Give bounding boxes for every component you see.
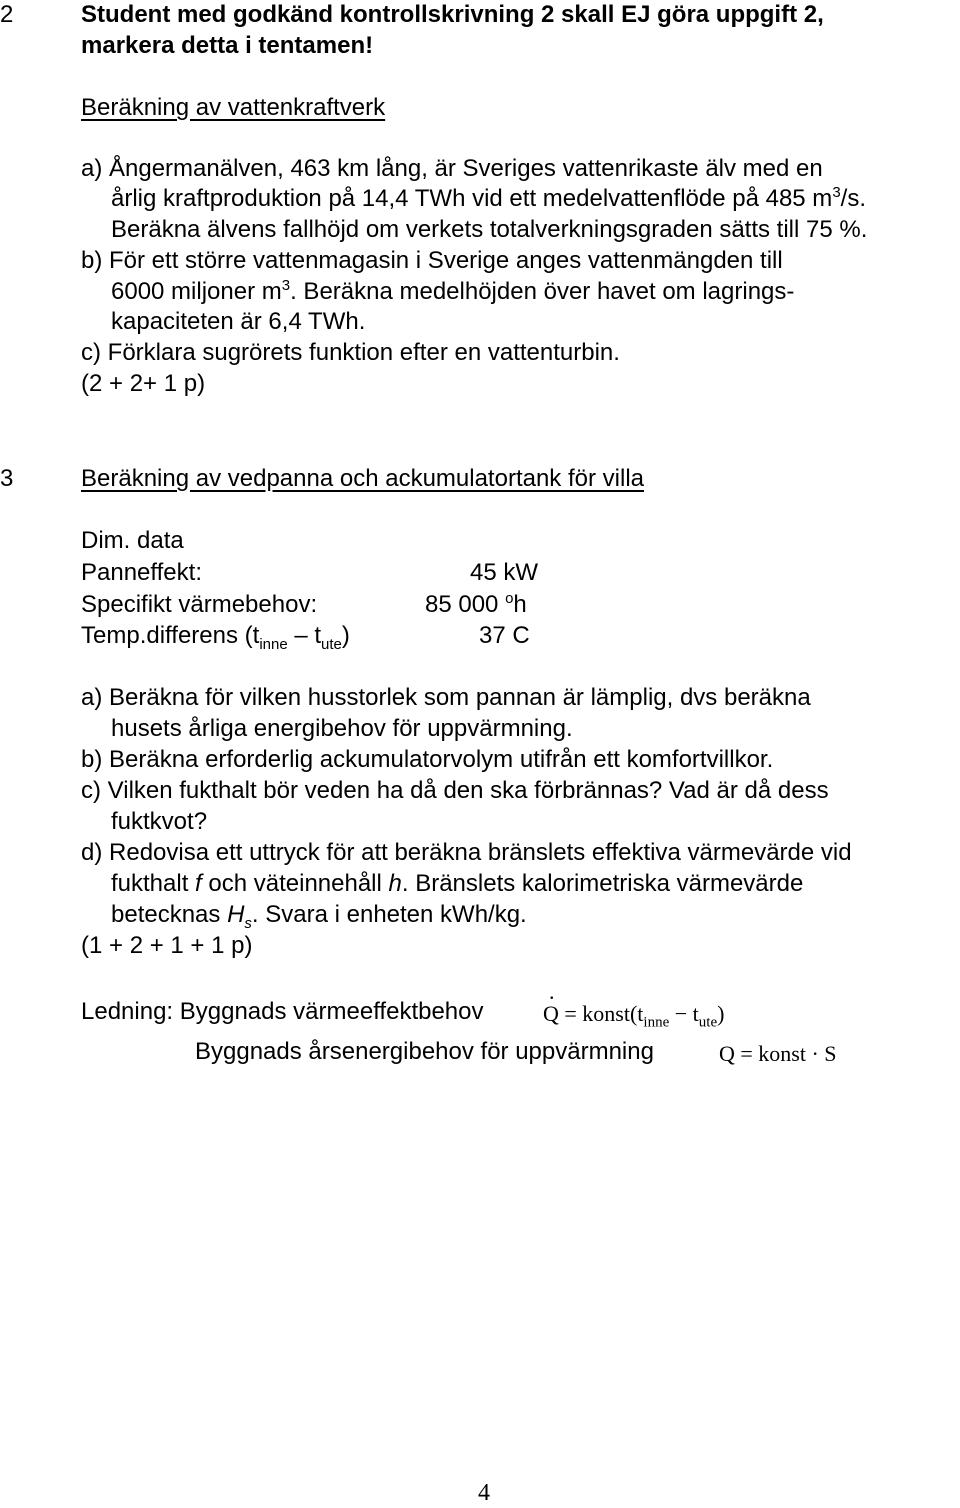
hint-label: Ledning: Byggnads värmeeffektbehov bbox=[81, 998, 484, 1025]
panneffekt-label: Panneffekt: bbox=[81, 559, 202, 586]
varmebehov-degree: o bbox=[505, 590, 514, 607]
formula-minus: − t bbox=[669, 1001, 699, 1026]
task-2-b-line2-rest: . Beräkna medelhöjden över havet om lagrings- bbox=[290, 278, 795, 305]
task-3-d-line2-rest: . Bränslets kalorimetriska värmevärde bbox=[401, 870, 804, 897]
temp-label-close: ) bbox=[341, 622, 350, 649]
task-2-points: (2 + 2+ 1 p) bbox=[81, 370, 206, 397]
task-2-b-line1: b) För ett större vattenmagasin i Sverige anges vattenmängden till bbox=[81, 247, 783, 274]
task-3-a-line1: a) Beräkna för vilken husstorlek som pannan är lämplig, dvs beräkna bbox=[81, 684, 811, 711]
task-2-title: Beräkning av vattenkraftverk bbox=[81, 94, 386, 121]
formula-annual-energy: Q = konst · S bbox=[719, 1041, 837, 1066]
varmebehov-value bbox=[425, 590, 527, 620]
task-2-a-line3: Beräkna älvens fallhöjd om verkets totalverkningsgraden sätts till 75 %. bbox=[111, 216, 868, 243]
task-3-d-line2-mid: och väteinnehåll bbox=[201, 870, 389, 897]
task-3-a-line2: husets årliga energibehov för uppvärmning. bbox=[111, 715, 573, 742]
task-2-b-line3: kapaciteten är 6,4 TWh. bbox=[111, 308, 366, 335]
task-2-number: 2 bbox=[0, 1, 14, 28]
task-3-d-line3-H: H bbox=[227, 901, 245, 928]
task-3-d-line2-h: h bbox=[388, 870, 402, 897]
task-2-b-line2-text: 6000 miljoner m bbox=[111, 278, 282, 305]
panneffekt-value: 45 kW bbox=[470, 559, 539, 586]
temp-label-mid: – t bbox=[287, 622, 322, 649]
temp-differens-label bbox=[81, 621, 350, 651]
formula-heat-demand-rest: = konst(t bbox=[558, 1001, 644, 1026]
page-number: 4 bbox=[478, 1480, 490, 1506]
task-3-c-line1: c) Vilken fukthalt bör veden ha då den ska förbrännas? Vad är då dess bbox=[81, 777, 829, 804]
formula-sub-ute: ute bbox=[698, 1014, 718, 1031]
temp-differens-value: 37 C bbox=[479, 622, 530, 649]
task-2-heading-line2: markera detta i tentamen! bbox=[81, 32, 374, 59]
hint-line2: Byggnads årsenergibehov för uppvärmning bbox=[195, 1038, 654, 1065]
task-2-a-line2-text: årlig kraftproduktion på 14,4 TWh vid ett medelvattenflöde på 485 m bbox=[111, 185, 833, 212]
formula-sub-inne: inne bbox=[643, 1014, 670, 1031]
task-3-points: (1 + 2 + 1 + 1 p) bbox=[81, 932, 253, 959]
task-3-d-line3 bbox=[111, 900, 527, 930]
formula-close: ) bbox=[717, 1001, 725, 1026]
task-3-d-line3-rest: . Svara i enheten kWh/kg. bbox=[251, 901, 527, 928]
task-3-b-line: b) Beräkna erforderlig ackumulatorvolym utifrån ett komfortvillkor. bbox=[81, 746, 774, 773]
varmebehov-number: 85 000 bbox=[425, 591, 499, 618]
task-2-a-line2-unit: /s. bbox=[840, 185, 866, 212]
temp-sub-inne: inne bbox=[259, 635, 288, 653]
task-3-number: 3 bbox=[0, 465, 14, 492]
task-2-a-line1: a) Ångermanälven, 463 km lång, är Sveriges vattenrikaste älv med en bbox=[81, 155, 823, 182]
task-2-a-line2-superscript: 3 bbox=[832, 184, 841, 201]
formula-q-dot: . Q bbox=[543, 999, 559, 1029]
task-3-d-line3-text: betecknas bbox=[111, 901, 228, 928]
task-3-title: Beräkning av vedpanna och ackumulatortank för villa bbox=[81, 465, 644, 492]
task-2-b-line2-superscript: 3 bbox=[281, 277, 291, 294]
task-2-heading-line1: Student med godkänd kontrollskrivning 2 skall EJ göra uppgift 2, bbox=[81, 1, 824, 28]
temp-label-text: Temp.differens (t bbox=[81, 622, 260, 649]
varmebehov-label: Specifikt värmebehov: bbox=[81, 591, 318, 618]
task-3-d-line3-sub: s bbox=[244, 914, 252, 932]
temp-sub-ute: ute bbox=[321, 635, 342, 653]
task-2-b-line2 bbox=[111, 277, 794, 307]
task-3-d-line1: d) Redovisa ett uttryck för att beräkna bränslets effektiva värmevärde vid bbox=[81, 839, 852, 866]
task-3-c-line2: fuktkvot? bbox=[111, 808, 208, 835]
task-3-d-line2 bbox=[111, 869, 803, 899]
task-2-c-line: c) Förklara sugrörets funktion efter en vattenturbin. bbox=[81, 339, 620, 366]
formula-heat-demand bbox=[543, 999, 724, 1029]
dim-data-label: Dim. data bbox=[81, 527, 184, 554]
task-2-a-line2 bbox=[111, 184, 866, 214]
task-3-d-line2-text: fukthalt bbox=[111, 870, 196, 897]
varmebehov-unit: h bbox=[513, 591, 527, 618]
task-3-d-line2-f: f bbox=[195, 870, 202, 897]
